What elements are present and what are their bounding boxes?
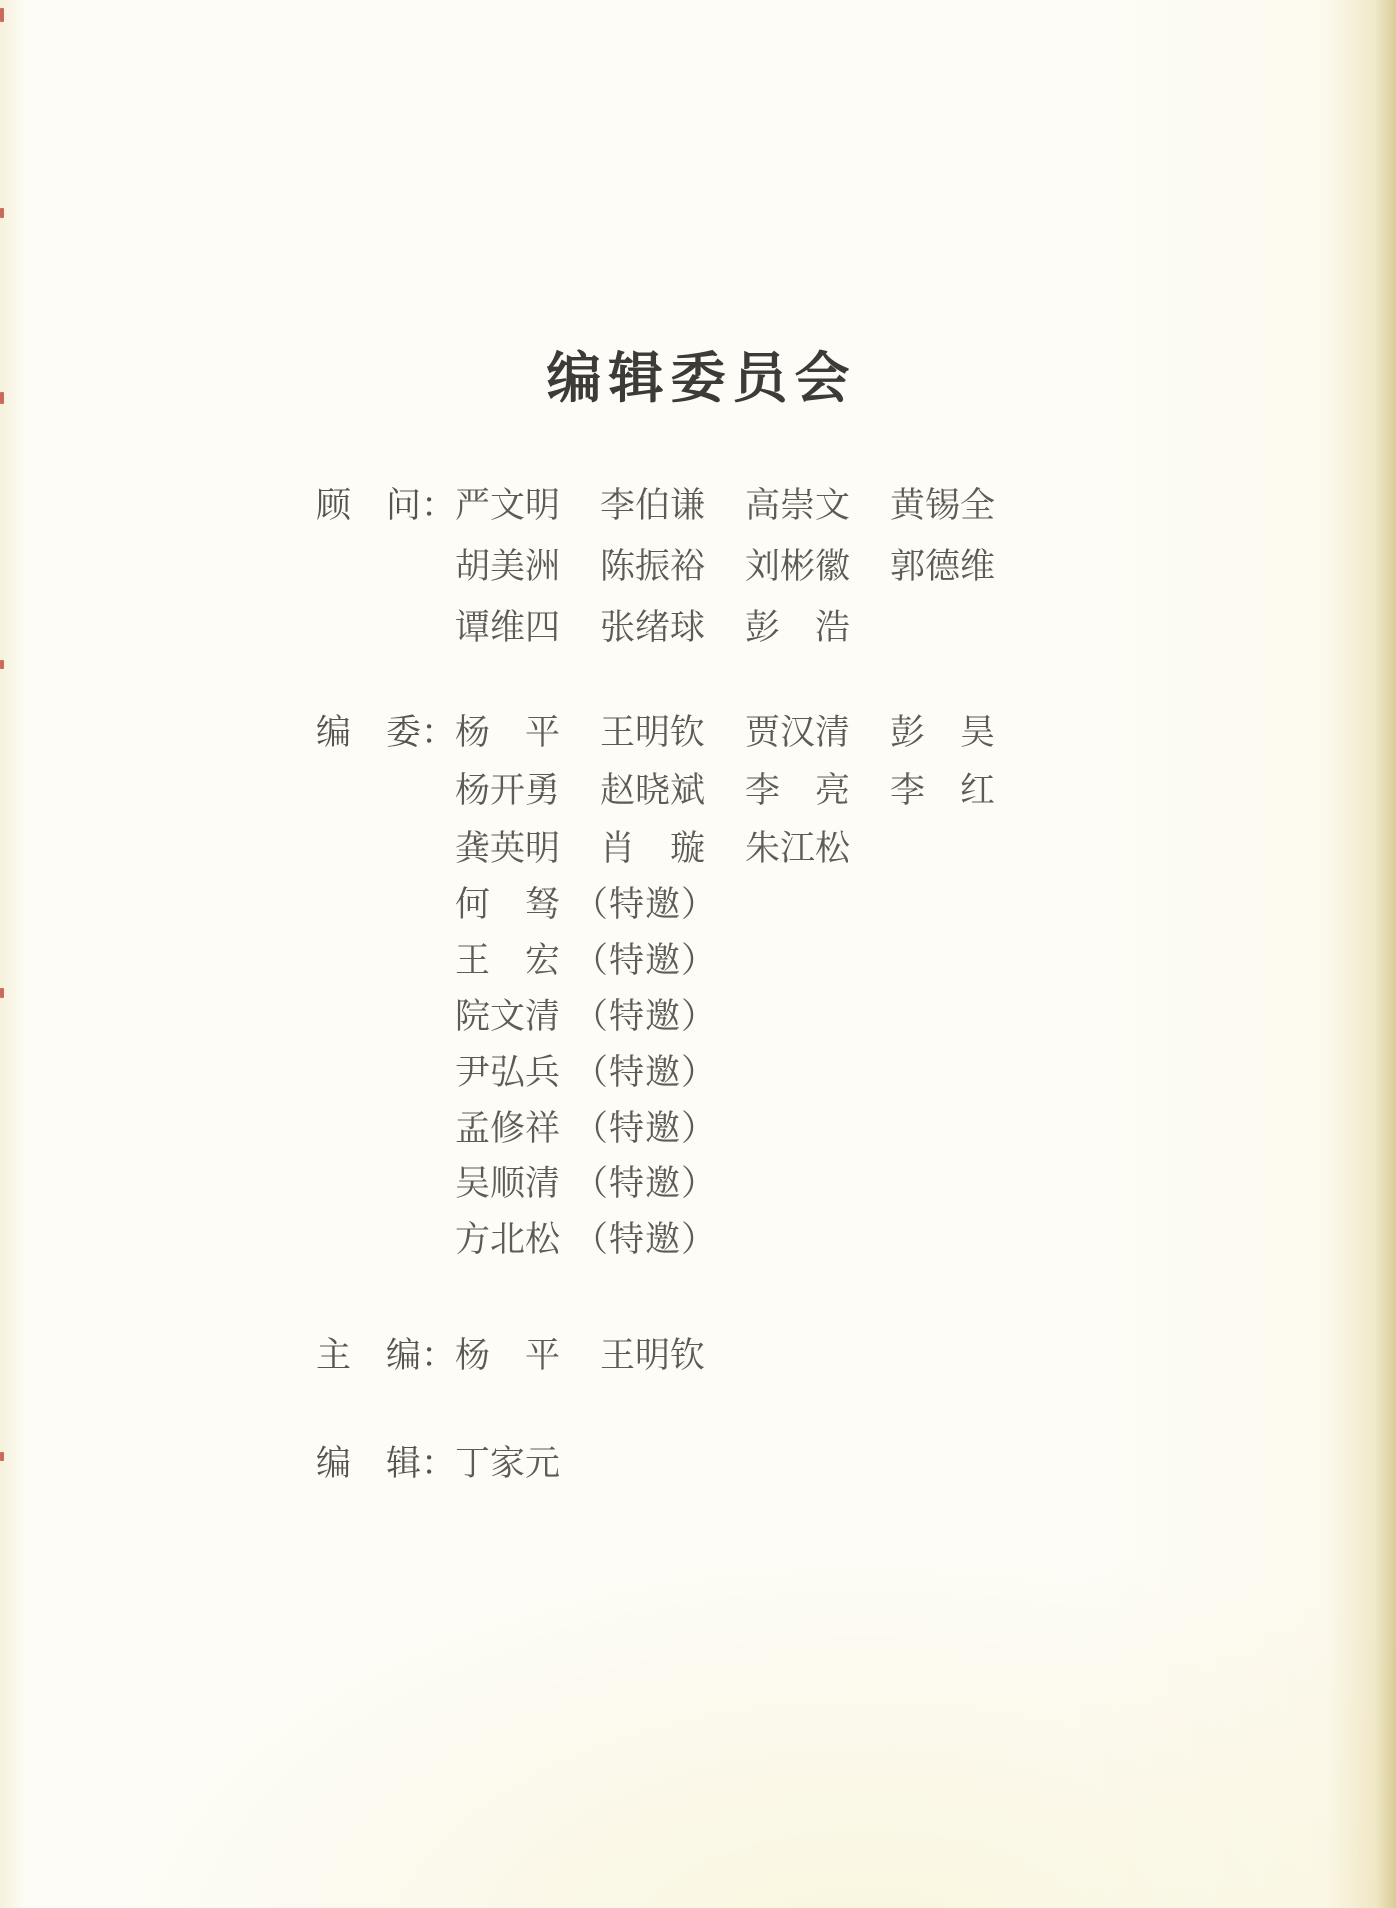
name-list (455, 546, 995, 588)
name-list (455, 1443, 560, 1485)
name-list (455, 770, 995, 812)
name-list (455, 1335, 705, 1377)
advisors-label: 顾 问： (316, 486, 457, 525)
person-name: 严文明 (455, 486, 561, 525)
invited-tag: （特邀） (573, 941, 718, 980)
name-list (455, 1108, 717, 1150)
person-name: 谭维四 (455, 608, 561, 647)
person-name: 王明钦 (600, 713, 706, 752)
invited-tag: （特邀） (573, 1220, 718, 1259)
board-invited-row-6 (0, 1163, 1396, 1209)
person-name: 高崇文 (745, 486, 851, 525)
person-name: 贾汉清 (745, 713, 851, 752)
page-title: 编辑委员会 (546, 348, 857, 409)
board-label: 编 委： (316, 713, 457, 752)
name-list (455, 712, 995, 754)
advisors-row-1 (0, 485, 1396, 531)
board-row-2 (0, 770, 1396, 816)
person-name: 李伯谦 (600, 486, 706, 525)
invited-tag: （特邀） (573, 1109, 718, 1148)
person-name: 彭 昊 (890, 713, 996, 752)
person-name: 陈振裕 (600, 547, 706, 586)
invited-tag: （特邀） (573, 885, 718, 924)
editor-label: 编 辑： (316, 1444, 457, 1483)
scan-speck (0, 208, 4, 218)
person-name: 龚英明 (455, 829, 561, 868)
person-name: 王 宏 (455, 941, 561, 980)
person-name: 赵晓斌 (600, 771, 706, 810)
paper-wash-bottom (0, 1488, 1396, 1908)
board-invited-row-3 (0, 996, 1396, 1042)
person-name: 尹弘兵 (455, 1053, 561, 1092)
name-list (455, 828, 850, 870)
person-name: 郭德维 (890, 547, 996, 586)
board-row-1 (0, 712, 1396, 758)
advisors-row-3 (0, 607, 1396, 653)
name-list (455, 485, 995, 527)
person-name: 彭 浩 (745, 608, 851, 647)
person-name: 朱江松 (745, 829, 851, 868)
advisors-row-2 (0, 546, 1396, 592)
invited-tag: （特邀） (573, 997, 718, 1036)
scan-speck (0, 660, 4, 669)
board-invited-row-1 (0, 884, 1396, 930)
person-name: 杨开勇 (455, 771, 561, 810)
board-invited-row-2 (0, 940, 1396, 986)
person-name: 黄锡全 (890, 486, 996, 525)
editor-row (0, 1443, 1396, 1489)
board-row-3 (0, 828, 1396, 874)
board-invited-row-7 (0, 1219, 1396, 1265)
name-list (455, 1219, 717, 1261)
person-name: 杨 平 (455, 713, 561, 752)
name-list (455, 1163, 717, 1205)
board-invited-row-4 (0, 1052, 1396, 1098)
person-name: 李 亮 (745, 771, 851, 810)
person-name: 孟修祥 (455, 1109, 561, 1148)
person-name: 院文清 (455, 997, 561, 1036)
board-invited-row-5 (0, 1108, 1396, 1154)
person-name: 李 红 (890, 771, 996, 810)
person-name: 张绪球 (600, 608, 706, 647)
person-name: 丁家元 (455, 1444, 561, 1483)
name-list (455, 884, 717, 926)
person-name: 刘彬徽 (745, 547, 851, 586)
name-list (455, 940, 717, 982)
person-name: 何 驽 (455, 885, 561, 924)
person-name: 杨 平 (455, 1336, 561, 1375)
chief-editors-row (0, 1335, 1396, 1381)
person-name: 吴顺清 (455, 1164, 561, 1203)
person-name: 胡美洲 (455, 547, 561, 586)
name-list (455, 996, 717, 1038)
person-name: 肖 璇 (600, 829, 706, 868)
name-list (455, 1052, 717, 1094)
scan-speck (0, 8, 4, 22)
invited-tag: （特邀） (573, 1053, 718, 1092)
person-name: 方北松 (455, 1220, 561, 1259)
chief-editors-label: 主 编： (316, 1336, 457, 1375)
name-list (455, 607, 850, 649)
person-name: 王明钦 (600, 1336, 706, 1375)
invited-tag: （特邀） (573, 1164, 718, 1203)
